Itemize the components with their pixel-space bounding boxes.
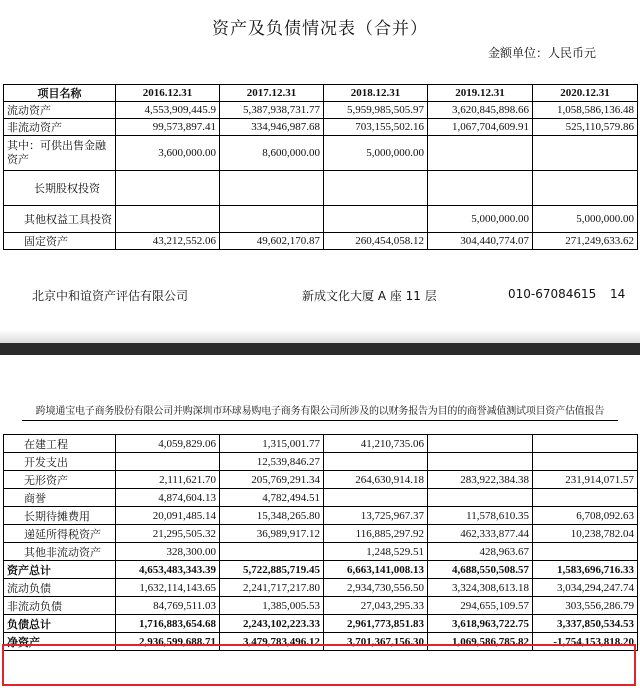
row-label: 资产总计	[4, 561, 116, 579]
cell-value	[220, 206, 324, 233]
cell-value: 4,688,550,508.57	[428, 561, 533, 579]
cell-value	[533, 435, 638, 453]
cell-value: 3,337,850,534.53	[533, 615, 638, 633]
table-row	[4, 543, 638, 561]
cell-value: 525,110,579.86	[533, 119, 638, 136]
cell-value	[533, 543, 638, 561]
cell-value: 283,922,384.38	[428, 471, 533, 489]
cell-value: 264,630,914.18	[324, 471, 428, 489]
table-row	[4, 579, 638, 597]
cell-value	[116, 206, 220, 233]
cell-value: 1,716,883,654.68	[116, 615, 220, 633]
cell-value	[116, 453, 220, 471]
table-row	[4, 471, 638, 489]
header-cell: 2020.12.31	[533, 85, 638, 102]
cell-value: 5,387,938,731.77	[220, 102, 324, 119]
cell-value: 271,249,633.62	[533, 233, 638, 250]
cell-value: 1,632,114,143.65	[116, 579, 220, 597]
cell-value: 1,069,586,785.82	[428, 633, 533, 651]
table-row	[4, 597, 638, 615]
cell-value: 3,479,783,496.12	[220, 633, 324, 651]
row-label: 负债总计	[4, 615, 116, 633]
row-label: 长期股权投资	[4, 171, 116, 206]
cell-value: 205,769,291.34	[220, 471, 324, 489]
row-label: 流动资产	[4, 102, 116, 119]
cell-value	[533, 136, 638, 171]
footer-company: 北京中和谊资产评估有限公司	[32, 289, 189, 303]
cell-value: 41,210,735.06	[324, 435, 428, 453]
cell-value: 5,000,000.00	[533, 206, 638, 233]
footer-address: 新成文化大厦 A 座 11 层	[302, 289, 437, 303]
table-row	[4, 525, 638, 543]
table-row	[4, 435, 638, 453]
cell-value	[428, 435, 533, 453]
table-row	[4, 102, 638, 119]
cell-value	[324, 489, 428, 507]
table-row	[4, 171, 638, 206]
table-row-total	[4, 561, 638, 579]
row-label: 非流动负债	[4, 597, 116, 615]
cell-value: 2,241,717,217.80	[220, 579, 324, 597]
cell-value: 4,553,909,445.9	[116, 102, 220, 119]
cell-value: 15,348,265.80	[220, 507, 324, 525]
cell-value: 334,946,987.68	[220, 119, 324, 136]
cell-value: 5,722,885,719.45	[220, 561, 324, 579]
page-separator	[0, 343, 640, 355]
cell-value	[533, 453, 638, 471]
cell-value: 304,440,774.07	[428, 233, 533, 250]
cell-value	[220, 543, 324, 561]
cell-value: 1,067,704,609.91	[428, 119, 533, 136]
cell-value: 231,914,071.57	[533, 471, 638, 489]
cell-value: 294,655,109.57	[428, 597, 533, 615]
row-label: 净资产	[4, 633, 116, 651]
cell-value: 12,539,846.27	[220, 453, 324, 471]
cell-value: 2,111,621.70	[116, 471, 220, 489]
cell-value: 3,618,963,722.75	[428, 615, 533, 633]
cell-value: 5,000,000.00	[428, 206, 533, 233]
asset-liability-table-bottom	[3, 434, 638, 651]
table-row	[4, 489, 638, 507]
cell-value: 3,701,367,156.30	[324, 633, 428, 651]
table-row	[4, 206, 638, 233]
cell-value: 8,600,000.00	[220, 136, 324, 171]
row-label: 商誉	[4, 489, 116, 507]
cell-value: 1,385,005.53	[220, 597, 324, 615]
cell-value: 49,602,170.87	[220, 233, 324, 250]
cell-value: 20,091,485.14	[116, 507, 220, 525]
cell-value: 13,725,967.37	[324, 507, 428, 525]
table-header-row	[4, 85, 638, 102]
cell-value	[533, 171, 638, 206]
cell-value: 1,058,586,136.48	[533, 102, 638, 119]
report-header: 跨境通宝电子商务股份有限公司并购深圳市环球易购电子商务有限公司所涉及的以财务报告为目的的商誉减值测试项目资产估值报告	[35, 406, 605, 417]
cell-value: 1,315,001.77	[220, 435, 324, 453]
row-label: 固定资产	[4, 233, 116, 250]
cell-value: 10,238,782.04	[533, 525, 638, 543]
cell-value: 2,936,599,688.71	[116, 633, 220, 651]
cell-value	[428, 136, 533, 171]
cell-value: 2,961,773,851.83	[324, 615, 428, 633]
cell-value: 4,782,494.51	[220, 489, 324, 507]
cell-value: 3,324,308,613.18	[428, 579, 533, 597]
table-row	[4, 233, 638, 250]
row-label: 其他非流动资产	[4, 543, 116, 561]
cell-value: 303,556,286.79	[533, 597, 638, 615]
cell-value: 328,300.00	[116, 543, 220, 561]
asset-liability-table-top	[3, 84, 638, 250]
footer-phone: 010-67084615	[508, 287, 597, 301]
cell-value: 84,769,511.03	[116, 597, 220, 615]
table-row	[4, 119, 638, 136]
cell-value: 4,653,483,343.39	[116, 561, 220, 579]
cell-value	[220, 171, 324, 206]
cell-value: 1,583,696,716.33	[533, 561, 638, 579]
row-label: 在建工程	[4, 435, 116, 453]
cell-value: 3,600,000.00	[116, 136, 220, 171]
cell-value: 4,059,829.06	[116, 435, 220, 453]
header-cell: 2018.12.31	[324, 85, 428, 102]
cell-value: 5,000,000.00	[324, 136, 428, 171]
cell-value: 428,963.67	[428, 543, 533, 561]
cell-value: 36,989,917.12	[220, 525, 324, 543]
row-label: 递延所得税资产	[4, 525, 116, 543]
cell-value: 3,620,845,898.66	[428, 102, 533, 119]
cell-value: 1,248,529.51	[324, 543, 428, 561]
cell-value	[533, 489, 638, 507]
row-label: 非流动资产	[4, 119, 116, 136]
cell-value: 27,043,295.33	[324, 597, 428, 615]
row-label: 开发支出	[4, 453, 116, 471]
cell-value	[324, 171, 428, 206]
cell-value: 4,874,604.13	[116, 489, 220, 507]
row-label: 无形资产	[4, 471, 116, 489]
cell-value	[324, 206, 428, 233]
cell-value: 116,885,297.92	[324, 525, 428, 543]
cell-value: 99,573,897.41	[116, 119, 220, 136]
cell-value	[324, 453, 428, 471]
cell-value: 3,034,294,247.74	[533, 579, 638, 597]
cell-value: 2,243,102,223.33	[220, 615, 324, 633]
header-cell: 2016.12.31	[116, 85, 220, 102]
row-label: 其他权益工具投资	[4, 206, 116, 233]
cell-value: 2,934,730,556.50	[324, 579, 428, 597]
table-row	[4, 507, 638, 525]
page-title: 资产及负债情况表（合并）	[212, 19, 428, 39]
row-label: 流动负债	[4, 579, 116, 597]
cell-value: 260,454,058.12	[324, 233, 428, 250]
header-rule	[22, 420, 618, 421]
cell-value: 462,333,877.44	[428, 525, 533, 543]
cell-value	[116, 171, 220, 206]
cell-value	[428, 453, 533, 471]
footer-page-number: 14	[610, 287, 626, 301]
cell-value: 21,295,505.32	[116, 525, 220, 543]
cell-value: 43,212,552.06	[116, 233, 220, 250]
cell-value	[428, 489, 533, 507]
cell-value: -1,754,153,818.20	[533, 633, 638, 651]
cell-value: 11,578,610.35	[428, 507, 533, 525]
cell-value: 6,663,141,008.13	[324, 561, 428, 579]
table-row-total	[4, 615, 638, 633]
highlight-box	[2, 644, 636, 686]
page-separator-shadow	[0, 330, 640, 344]
table-row	[4, 136, 638, 171]
row-label: 其中：可供出售金融资产	[4, 136, 116, 171]
header-cell: 2019.12.31	[428, 85, 533, 102]
header-cell: 2017.12.31	[220, 85, 324, 102]
currency-unit: 金额单位：人民币元	[487, 46, 596, 60]
cell-value	[428, 171, 533, 206]
cell-value: 6,708,092.63	[533, 507, 638, 525]
cell-value: 5,959,985,505.97	[324, 102, 428, 119]
header-cell: 项目名称	[4, 85, 116, 102]
row-label: 长期待摊费用	[4, 507, 116, 525]
table-row	[4, 453, 638, 471]
cell-value: 703,155,502.16	[324, 119, 428, 136]
